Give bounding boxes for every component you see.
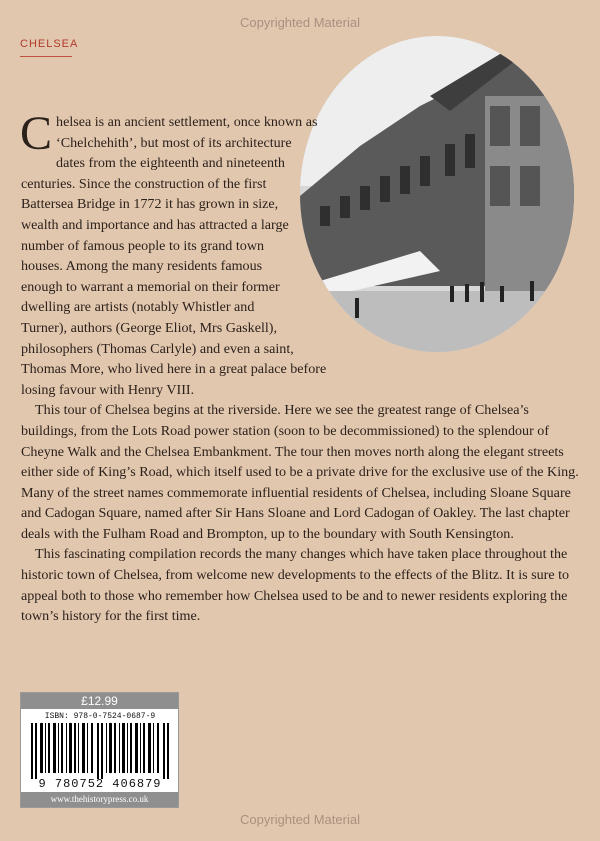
publisher-website: www.thehistorypress.co.uk	[21, 792, 178, 807]
series-underline	[20, 56, 72, 57]
back-cover-text	[20, 107, 581, 627]
photo-text-wrap	[291, 112, 581, 374]
isbn-label: ISBN: 978-0-7524-0687-9	[44, 712, 156, 721]
paragraph-3: This fascinating compilation records the many changes which have taken place throughout the historic town of Chelsea, from welcome new developments to the effects of the Blitz. It is sure to appeal both to those who remember how Chelsea used to be and to newer residents exploring the town’s history for the first time.	[21, 546, 570, 625]
series-title: CHELSEA	[20, 38, 79, 50]
barcode-panel	[20, 692, 179, 808]
copyright-watermark-bottom: Copyrighted Material	[240, 812, 360, 827]
price-label: £12.99	[21, 693, 178, 709]
paragraph-1-text: helsea is an ancient settlement, once known as ‘Chelchehith’, but most of its architecture dates from the eighteenth and nineteenth centuries. Since the construction of the first Battersea Bridge in 1772 it has grown in size, wealth and importance and has attracted a large number of famous people to its grand town houses. Among the many residents famous enough to warrant a memorial on their former dwelling are artists (notably Whistler and Turner), authors (George Eliot, Mrs Gaskell), philosophers (Thomas Carlyle) and even a saint, Thomas More, who lived here in a great palace before losing favour with Henry VIII.	[21, 114, 327, 398]
barcode-digits: 9 780752 406879	[38, 777, 162, 791]
paragraph-2: This tour of Chelsea begins at the riverside. Here we see the greatest range of Chelsea’s buildings, from the Lots Road power station (soon to be decommissioned) to the splendour of Cheyne Walk and the Chelsea Embankment. The tour then moves north along the elegant streets either side of King’s Road, which itself used to be a private drive for the exclusive use of the King. Many of the street names commemorate influential residents of Chelsea, including Sloane Square and Cadogan Square, named after Sir Hans Sloane and Lord Cadogan of Oakley. The last chapter deals with the Fulham Road and Brompton, up to the boundary with South Kensington.	[21, 402, 579, 542]
barcode-bars	[31, 723, 169, 779]
drop-cap: C	[20, 107, 53, 160]
copyright-watermark-top: Copyrighted Material	[240, 15, 360, 30]
